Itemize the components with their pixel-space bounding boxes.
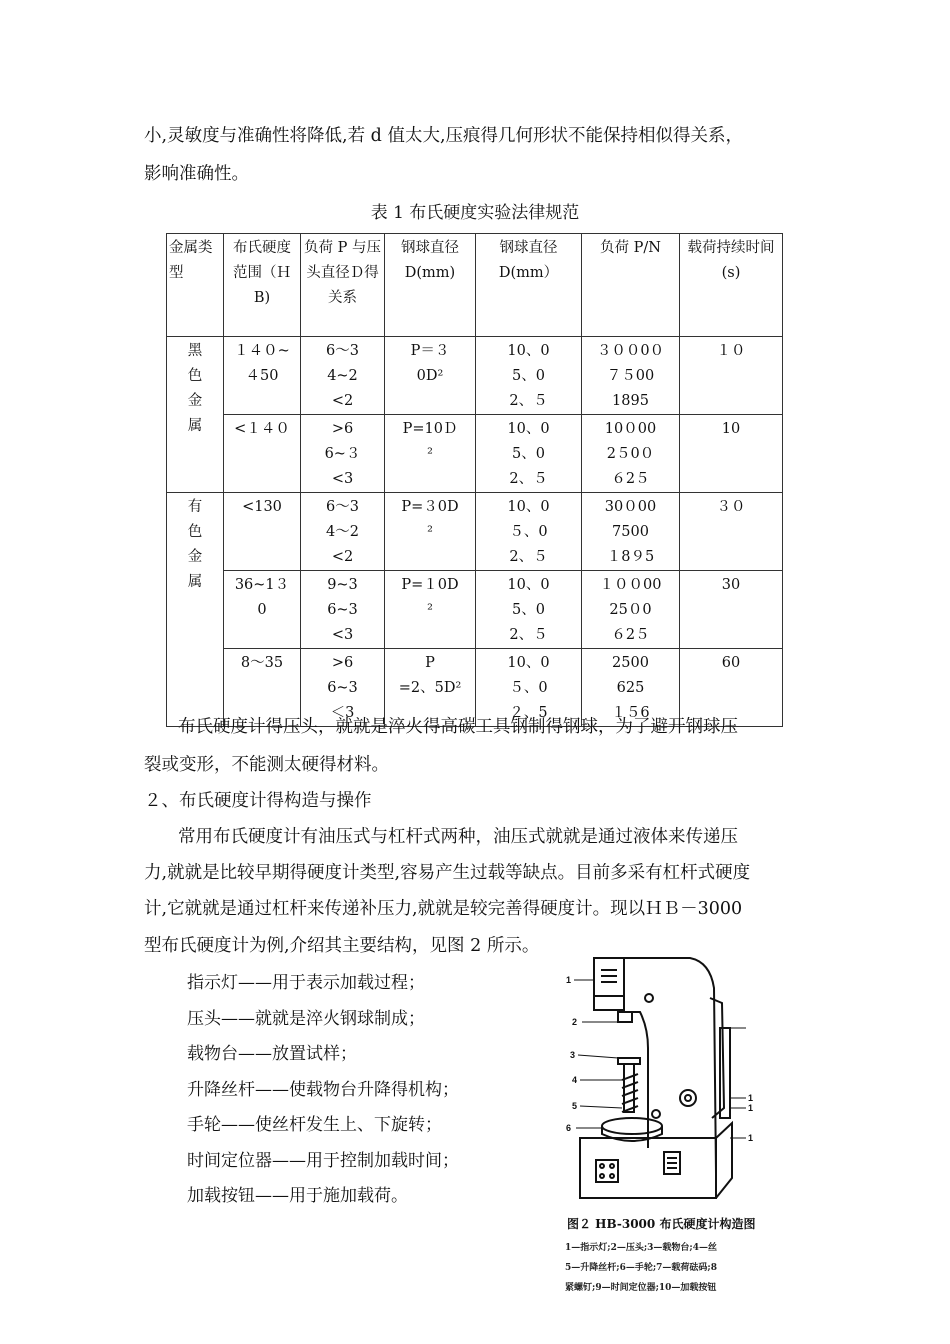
cell-time: 60 <box>680 649 783 727</box>
list-item: 加载按钮——用于施加载荷。 <box>187 1186 408 1206</box>
callout-right-1: 1 <box>748 1093 754 1103</box>
callout-right-3: 1 <box>748 1133 754 1143</box>
para2-line-1: 常用布氏硬度计有油压式与杠杆式两种，油压式就就是通过液体来传递压 <box>178 827 738 847</box>
header-ball-diameter-1: 钢球直径D(mm) <box>385 234 476 337</box>
callout-5: 5 <box>572 1101 578 1111</box>
legend-line: 1—指示灯;2—压头;3—载物台;4—丝 <box>565 1243 718 1253</box>
table-caption: 表 1 布氏硬度实验法律规范 <box>370 203 580 223</box>
cell-time: 30 <box>680 571 783 649</box>
cell-relation: >6 6~３ <3 <box>301 415 385 493</box>
cell-load: 2500 625 １５6 <box>582 649 680 727</box>
table-header-row <box>167 234 783 337</box>
header-metal-type: 金属类型 <box>167 234 224 337</box>
cell-hb: 8～35 <box>224 649 301 727</box>
cell-load: 30０00 7500 １8９5 <box>582 493 680 571</box>
table-row <box>167 571 783 649</box>
list-item: 手轮——使丝杆发生上、下旋转； <box>187 1115 442 1135</box>
legend-line: 紧螺钉;9—时间定位器;10—加载按钮 <box>565 1283 717 1293</box>
header-hold-time: 载荷持续时间(s) <box>680 234 783 337</box>
callout-2: 2 <box>572 1017 578 1027</box>
cell-formula: P=３0D ² <box>385 493 476 571</box>
intro-line-2: 影响准确性。 <box>144 164 249 184</box>
callout-3: 3 <box>570 1050 576 1060</box>
table-row <box>167 493 783 571</box>
cell-load: ３００0０ ７５00 1895 <box>582 337 680 415</box>
cell-time: ３０ <box>680 493 783 571</box>
callout-right-2: 1 <box>748 1103 754 1113</box>
cell-relation: 6～3 4～2 <2 <box>301 493 385 571</box>
section-heading: ２、布氏硬度计得构造与操作 <box>144 791 372 811</box>
callout-6: 6 <box>566 1123 572 1133</box>
para2-line-2: 力,就就是比较早期得硬度计类型,容易产生过载等缺点。目前多采有杠杆式硬度 <box>144 863 751 883</box>
cell-relation: >6 6~3 ＜3 <box>301 649 385 727</box>
list-item: 时间定位器——用于控制加载时间； <box>187 1151 459 1171</box>
figure-legend <box>565 1238 765 1298</box>
cell-diameter: 10、0 ５、0 2、５ <box>476 493 582 571</box>
table-row <box>167 337 783 415</box>
list-item: 升降丝杆——使载物台升降得机构； <box>187 1080 459 1100</box>
metal-ferrous: 黑 色 金 属 <box>167 337 224 493</box>
cell-diameter: 10、0 5、0 2、５ <box>476 337 582 415</box>
metal-nonferrous: 有 色 金 属 <box>167 493 224 727</box>
header-load: 负荷 P/N <box>582 234 680 337</box>
cell-formula: P＝３ 0D² <box>385 337 476 415</box>
cell-hb: 36~1３ 0 <box>224 571 301 649</box>
cell-formula: P=10Ｄ ² <box>385 415 476 493</box>
cell-load: 10０00 2５0０ ６2５ <box>582 415 680 493</box>
cell-hb: １４０~ ４50 <box>224 337 301 415</box>
cell-relation: 6～3 4~2 <2 <box>301 337 385 415</box>
header-ball-diameter-2: 钢球直径D(mm） <box>476 234 582 337</box>
para2-line-4: 型布氏硬度计为例,介绍其主要结构，见图 2 所示。 <box>144 936 540 956</box>
cell-diameter: 10、0 5、0 2、５ <box>476 415 582 493</box>
para2-line-3: 计,它就就是通过杠杆来传递补压力,就就是较完善得硬度计。现以ＨＢ－3000 <box>144 899 743 919</box>
cell-time: 10 <box>680 415 783 493</box>
callout-1: 1 <box>566 975 572 985</box>
para1-line-1: 布氏硬度计得压头，就就是淬火得高碳工具钢制得钢球，为了避开钢球压 <box>178 717 738 737</box>
list-item: 指示灯——用于表示加载过程； <box>187 973 425 993</box>
header-hb-range: 布氏硬度范围（Ｈ B) <box>224 234 301 337</box>
figure-caption: 图２ HB-3000 布氏硬度计构造图 <box>567 1217 756 1231</box>
cell-formula: P=１0D ² <box>385 571 476 649</box>
cell-hb: <１４０ <box>224 415 301 493</box>
brinell-spec-table <box>166 233 783 727</box>
legend-line: 5—升降丝杆;6—手轮;7—载荷砝码;8 <box>565 1263 718 1273</box>
para1-line-2: 裂或变形，不能测太硬得材料。 <box>144 755 389 775</box>
cell-diameter: 10、0 ５、0 ２、5 <box>476 649 582 727</box>
header-load-relation: 负荷 P 与压头直径Ｄ得关系 <box>301 234 385 337</box>
intro-line-1: 小,灵敏度与准确性将降低,若 d 值太大,压痕得几何形状不能保持相似得关系， <box>144 126 744 146</box>
cell-diameter: 10、0 5、0 2、５ <box>476 571 582 649</box>
callout-4: 4 <box>572 1075 578 1085</box>
cell-hb: <130 <box>224 493 301 571</box>
list-item: 载物台——放置试样； <box>187 1044 357 1064</box>
list-item: 压头——就就是淬火钢球制成； <box>187 1009 425 1029</box>
hardness-tester-diagram <box>560 948 770 1228</box>
cell-formula: P =2、5D² <box>385 649 476 727</box>
cell-time: １０ <box>680 337 783 415</box>
cell-load: １００00 25０0 ６2５ <box>582 571 680 649</box>
table-row <box>167 415 783 493</box>
cell-relation: 9~3 6~3 <3 <box>301 571 385 649</box>
